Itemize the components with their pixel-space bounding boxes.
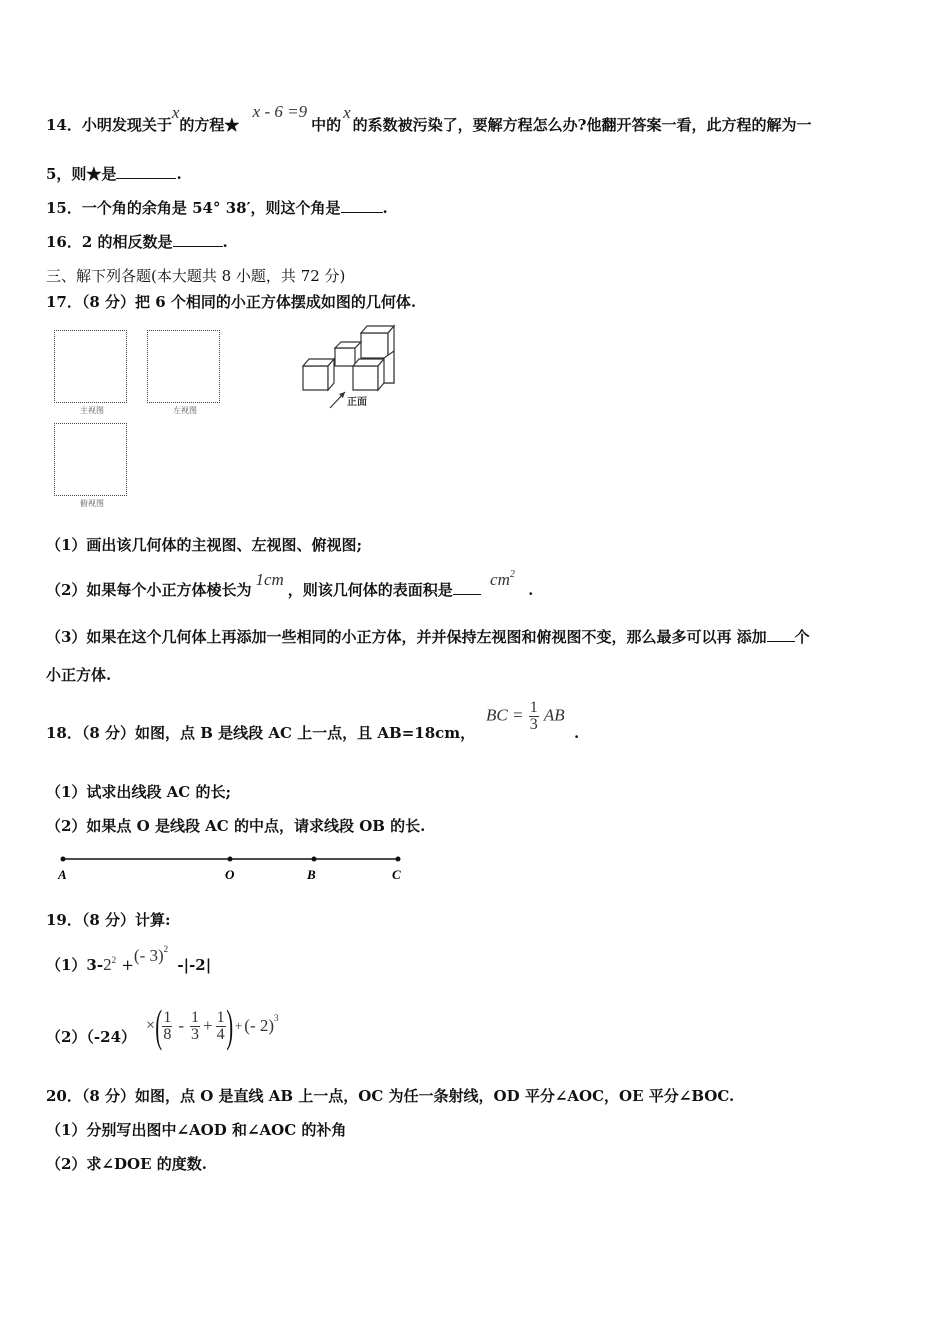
q17-p2-area-exp: 2 <box>509 569 515 580</box>
cube-figure <box>295 318 415 413</box>
q17-p2-text-b: ，则该几何体的表面积是 <box>287 581 453 599</box>
q19-frac2-num: 1 <box>191 1008 200 1026</box>
q19-frac2-den: 3 <box>191 1025 200 1043</box>
q17-part1: （1）画出该几何体的主视图、左视图、俯视图; <box>46 536 362 554</box>
q18-frac-den: 3 <box>529 716 538 733</box>
q17-part3 <box>46 627 810 647</box>
q18-part1: （1）试求出线段 AC 的长; <box>46 783 231 801</box>
q17-part2 <box>46 569 534 603</box>
q19-neg2: (- 2) <box>244 1016 275 1035</box>
q19-part2-expr <box>146 1000 279 1051</box>
q14-text-l2: 5，则★是 <box>46 165 117 183</box>
q19-times: × <box>146 1017 156 1034</box>
section-heading: 三、解下列各题(本大题共 8 小题，共 72 分) <box>46 267 346 285</box>
q18-formula <box>486 700 565 733</box>
q19-frac-2 <box>190 1010 200 1043</box>
q14-line1 <box>46 102 812 135</box>
q14-equation: x - 6 =9 <box>252 102 308 121</box>
label-a: A <box>58 867 67 882</box>
q14-line2 <box>46 164 182 184</box>
q14-var-x: x <box>171 103 180 122</box>
q16 <box>46 232 228 252</box>
label-o: O <box>225 867 235 882</box>
point-o <box>228 857 233 862</box>
q17-p3-blank <box>767 627 795 642</box>
front-label: 正面 <box>347 397 367 408</box>
q17-part3-cont: 小正方体. <box>46 666 112 684</box>
point-a <box>61 857 66 862</box>
q19-part2-label: （2）（-24） <box>46 1028 137 1046</box>
point-c <box>396 857 401 862</box>
q14-text-d: 的系数被污染了，要解方程怎么办?他翻开答案一看，此方程的解为一 <box>352 116 812 134</box>
q19-frac1-num: 1 <box>163 1008 172 1026</box>
q19-p1-base: 2 <box>103 955 112 974</box>
q19-p1-abs: -|-2| <box>177 956 212 974</box>
q20-part1: （1）分别写出图中∠AOD 和∠AOC 的补角 <box>46 1121 347 1139</box>
front-view-caption: 主视图 <box>80 406 104 415</box>
q19-frac3-num: 1 <box>216 1008 225 1026</box>
q19-part1 <box>46 944 212 977</box>
q17-p2-area-unit: cm <box>490 570 510 589</box>
q14-end: . <box>176 165 182 183</box>
q19-plus: + <box>203 1016 213 1035</box>
q17-p2-unit: 1cm <box>255 570 284 589</box>
q19-minus: - <box>178 1016 185 1035</box>
q18-ab: AB <box>543 705 565 725</box>
q18-fraction <box>529 700 539 733</box>
q14-var-x2: x <box>343 103 351 122</box>
q18-bc: BC = <box>486 705 524 725</box>
q14-text-b: 的方程★ <box>179 116 240 134</box>
q18-title: 18．（8 分）如图，点 B 是线段 AC 上一点，且 AB=18cm， <box>46 724 476 742</box>
q19-frac1-den: 8 <box>163 1025 172 1043</box>
q17-p3-text-a: （3）如果在这个几何体上再添加一些相同的小正方体，并并保持左视图和俯视图不变，那么最多可以再 添加 <box>46 628 767 646</box>
q19-p1-lead: （1）3- <box>46 956 104 974</box>
q19-left-paren: ( <box>155 1000 163 1051</box>
q17-p2-end: . <box>528 581 534 599</box>
q19-p1-neg3: (- 3) <box>133 946 164 965</box>
q17-title: 17．（8 分）把 6 个相同的小正方体摆成如图的几何体. <box>46 293 417 311</box>
segment-figure <box>55 850 410 885</box>
q15-text: 15．一个角的余角是 54° 38′，则这个角是 <box>46 199 341 217</box>
q19-plus2: + <box>234 1018 243 1033</box>
q18-frac-num: 1 <box>529 699 538 716</box>
top-view-caption: 俯视图 <box>80 499 104 508</box>
left-view-caption: 左视图 <box>173 406 197 415</box>
q15-answer-blank <box>341 198 383 213</box>
q15-end: . <box>382 199 388 217</box>
q14-text-c: 中的 <box>311 116 342 134</box>
q16-answer-blank <box>173 232 223 247</box>
q14-answer-blank <box>116 164 176 179</box>
q19-p1-exp: 2 <box>111 955 117 965</box>
q17-p2-text-a: （2）如果每个小正方体棱长为 <box>46 581 252 599</box>
q19-right-paren: ) <box>225 1000 233 1051</box>
left-view-grid <box>147 330 220 403</box>
label-c: C <box>392 867 401 882</box>
q20-part2: （2）求∠DOE 的度数. <box>46 1155 207 1173</box>
q17-p2-blank <box>453 580 481 595</box>
q18-end: . <box>574 724 580 742</box>
q19-p1-neg3-exp: 2 <box>163 944 169 954</box>
q14-text-a: 14．小明发现关于 <box>46 116 172 134</box>
label-b: B <box>307 867 316 882</box>
front-view-grid <box>54 330 127 403</box>
q16-end: . <box>222 233 228 251</box>
q19-neg2-exp: 3 <box>274 1013 279 1023</box>
q17-p3-text-b: 个 <box>794 628 810 646</box>
q19-frac-1 <box>162 1010 172 1043</box>
q16-text: 16．2 的相反数是 <box>46 233 173 251</box>
top-view-grid <box>54 423 127 496</box>
q19-frac-3 <box>216 1010 226 1043</box>
q18-part2: （2）如果点 O 是线段 AC 的中点，请求线段 OB 的长. <box>46 817 426 835</box>
q19-p1-plus: + <box>121 956 134 974</box>
q15 <box>46 198 388 218</box>
q19-frac3-den: 4 <box>216 1025 225 1043</box>
point-b <box>312 857 317 862</box>
q20-title: 20．（8 分）如图，点 O 是直线 AB 上一点，OC 为任一条射线，OD 平分∠AOC，OE 平分∠BOC. <box>46 1087 735 1105</box>
q19-title: 19．（8 分）计算: <box>46 911 171 929</box>
